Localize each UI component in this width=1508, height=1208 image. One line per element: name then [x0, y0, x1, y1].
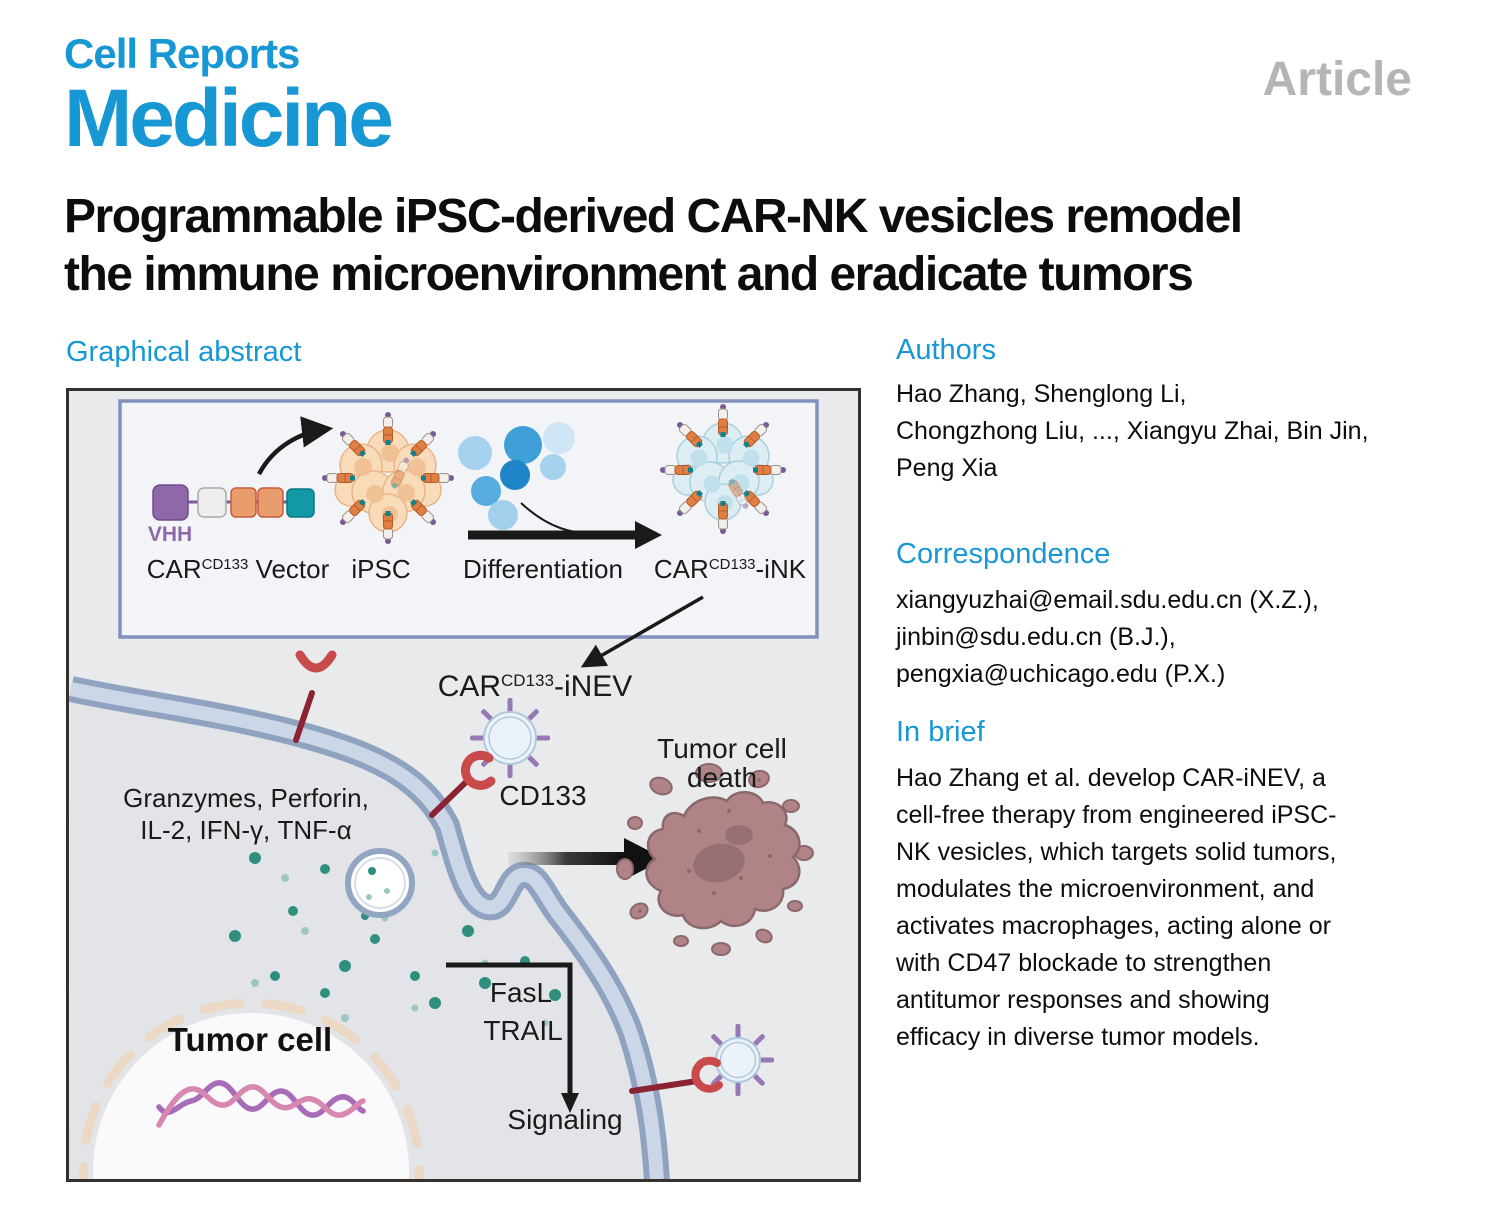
- car-ink-label: $CAR^{CD133}$-iNK: [653, 554, 807, 584]
- journal-logo-line2: Medicine: [64, 73, 391, 164]
- in-brief-heading: In brief: [896, 716, 985, 748]
- vhh-label: VHH: [147, 523, 193, 546]
- svg-text:Signaling: Signaling: [507, 1104, 623, 1135]
- svg-text:FasL: FasL: [489, 977, 553, 1008]
- authors-list: [896, 376, 1456, 487]
- car-inev-label: $CAR^{CD133}$-iNEV: [437, 670, 633, 703]
- car-inev-vesicle-icon: [470, 698, 550, 778]
- in-brief-text: Hao Zhang et al. develop CAR-iNEV, a cell-free therapy from engineered iPSC- NK vesicles, which targets solid tumors, modulates the microenvironment, and activates macrophages, acting alone or with CD47 blockade to strengthen antitumor responses and showing efficacy in diverse tumor models.: [896, 764, 1337, 1051]
- authors-line: Peng Xia: [896, 454, 998, 482]
- authors-heading: Authors: [896, 334, 996, 366]
- correspondence-list: [896, 582, 1456, 693]
- car-inev-vesicle-bottom-icon: [632, 1024, 774, 1096]
- paper-title: [64, 188, 1464, 304]
- graphical-abstract-figure: [66, 388, 861, 1182]
- svg-text:death: death: [686, 762, 758, 793]
- ipsc-label: iPSC: [351, 554, 411, 584]
- svg-text:IL-2, IFN-γ, TNF-α: IL-2, IFN-γ, TNF-α: [140, 815, 352, 845]
- correspondence-email[interactable]: xiangyuzhai@email.sdu.edu.cn (X.Z.),: [896, 586, 1319, 614]
- tumor-cell-label: Tumor cell: [167, 1021, 333, 1058]
- cd133-label: CD133: [499, 780, 587, 811]
- car-vector-label: $CAR^{CD133}$ Vector: [146, 554, 330, 584]
- reprogramming-panel: [120, 401, 817, 637]
- paper-title-line2: the immune microenvironment and eradicate tumors: [64, 248, 1193, 301]
- differentiation-label: Differentiation: [463, 554, 623, 584]
- correspondence-heading: Correspondence: [896, 538, 1111, 570]
- svg-text:TRAIL: TRAIL: [483, 1015, 563, 1046]
- svg-text:Tumor cell: Tumor cell: [657, 733, 787, 764]
- car-ink-cluster-icon: [660, 404, 786, 534]
- correspondence-email[interactable]: jinbin@sdu.edu.cn (B.J.),: [896, 623, 1176, 651]
- correspondence-email[interactable]: pengxia@uchicago.edu (P.X.): [896, 660, 1226, 688]
- authors-line: Hao Zhang, Shenglong Li,: [896, 380, 1187, 408]
- granule-vesicle-icon: [348, 851, 412, 915]
- journal-logo-line1: Cell Reports: [64, 30, 300, 77]
- authors-line: Chongzhong Liu, ..., Xiangyu Zhai, Bin Jin,: [896, 417, 1369, 445]
- paper-title-line1: Programmable iPSC-derived CAR-NK vesicles remodel: [64, 190, 1242, 243]
- graphical-abstract-heading: Graphical abstract: [66, 336, 302, 368]
- article-type-badge: Article: [1262, 53, 1412, 106]
- ipsc-cluster-icon: [322, 412, 454, 544]
- svg-text:Granzymes, Perforin,: Granzymes, Perforin,: [123, 783, 369, 813]
